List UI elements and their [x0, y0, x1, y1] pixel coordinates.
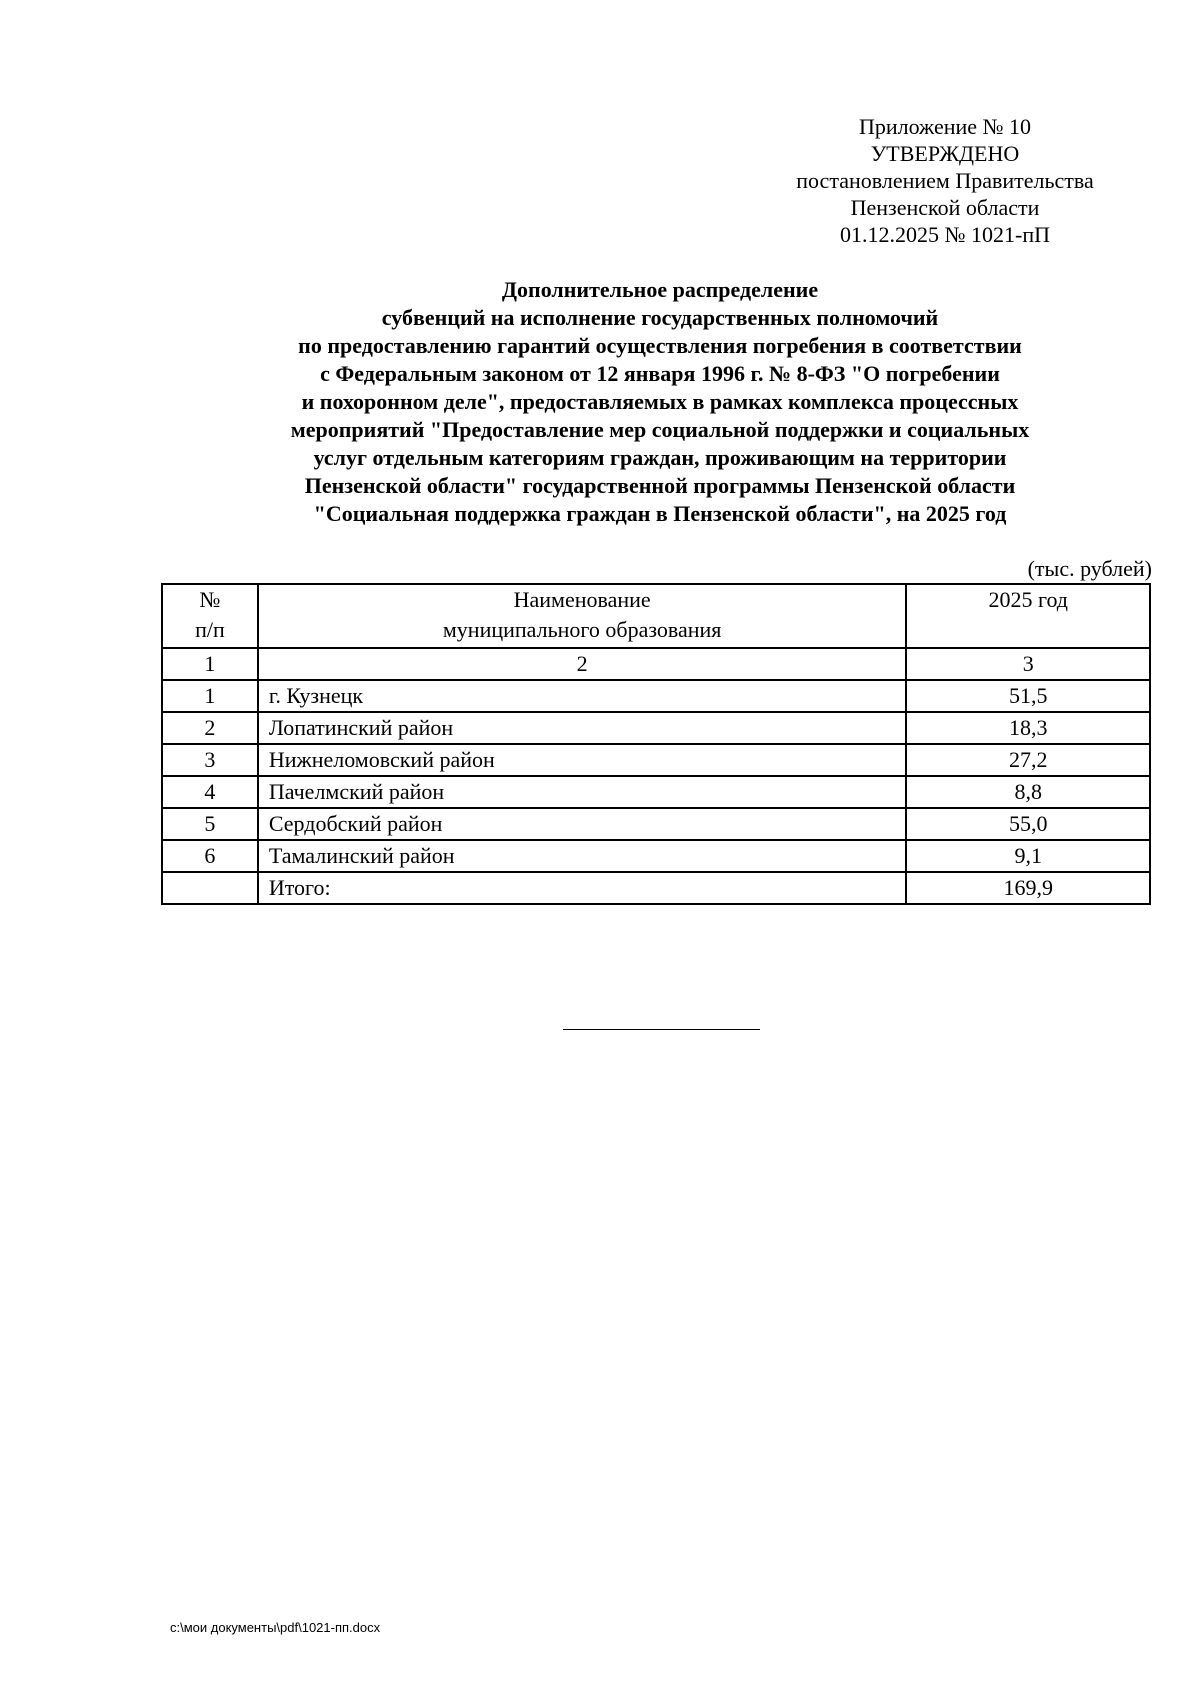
table-row: [162, 680, 1150, 712]
resolution-date-number: 01.12.2025 № 1021-пП: [840, 222, 1050, 247]
total-empty-cell: [162, 872, 258, 904]
document-title: [160, 276, 1160, 528]
table-row: [162, 744, 1150, 776]
row-number: 2: [162, 712, 258, 744]
title-line: услуг отдельным категориям граждан, проживающим на территории: [313, 445, 1007, 470]
amount-value: 51,5: [906, 680, 1150, 712]
amount-value: 8,8: [906, 776, 1150, 808]
municipality-name: Пачелмский район: [258, 776, 907, 808]
header-name-line2: муниципального образования: [442, 617, 722, 642]
header-number-sign: №: [199, 587, 221, 612]
header-name-line1: Наименование: [513, 587, 651, 612]
column-number: 1: [162, 648, 258, 680]
title-line: и похоронном деле", предоставляемых в рамках комплекса процессных: [301, 389, 1019, 414]
title-line: по предоставлению гарантий осуществления погребения в соответствии: [298, 333, 1022, 358]
title-line: "Социальная поддержка граждан в Пензенской области", на 2025 год: [313, 501, 1007, 526]
title-line: мероприятий "Предоставление мер социальной поддержки и социальных: [290, 417, 1030, 442]
allocation-table: [161, 583, 1151, 905]
municipality-name: Лопатинский район: [258, 712, 907, 744]
end-of-document-rule: [563, 1029, 760, 1030]
total-value: 169,9: [906, 872, 1150, 904]
approved-by: постановлением Правительства: [796, 168, 1094, 193]
approval-stamp: [765, 113, 1125, 248]
table-header-row: [162, 584, 1150, 648]
table-row: [162, 840, 1150, 872]
title-line: Дополнительное распределение: [501, 277, 819, 302]
title-line: Пензенской области" государственной программы Пензенской области: [304, 473, 1016, 498]
approved-label: УТВЕРЖДЕНО: [870, 141, 1020, 166]
amount-value: 27,2: [906, 744, 1150, 776]
column-number: 3: [906, 648, 1150, 680]
municipality-name: Тамалинский район: [258, 840, 907, 872]
amount-value: 18,3: [906, 712, 1150, 744]
row-number: 5: [162, 808, 258, 840]
row-number: 4: [162, 776, 258, 808]
column-number-row: [162, 648, 1150, 680]
municipality-name: Сердобский район: [258, 808, 907, 840]
table-row: [162, 776, 1150, 808]
header-year: 2025 год: [906, 584, 1150, 648]
municipality-name: г. Кузнецк: [258, 680, 907, 712]
table-row: [162, 712, 1150, 744]
units-note: (тыс. рублей): [1027, 556, 1152, 581]
table-row: [162, 808, 1150, 840]
appendix-number: Приложение № 10: [858, 114, 1032, 139]
header-number: [162, 584, 258, 648]
total-label: Итого:: [258, 872, 907, 904]
header-number-abbr: п/п: [195, 617, 225, 642]
amount-value: 9,1: [906, 840, 1150, 872]
approved-by-region: Пензенской области: [850, 195, 1040, 220]
title-line: субвенций на исполнение государственных полномочий: [381, 305, 939, 330]
row-number: 1: [162, 680, 258, 712]
row-number: 3: [162, 744, 258, 776]
total-row: [162, 872, 1150, 904]
row-number: 6: [162, 840, 258, 872]
municipality-name: Нижнеломовский район: [258, 744, 907, 776]
column-number: 2: [258, 648, 907, 680]
title-line: с Федеральным законом от 12 января 1996 г. № 8-ФЗ "О погребении: [320, 361, 1000, 386]
amount-value: 55,0: [906, 808, 1150, 840]
file-path-footer: c:\мои документы\pdf\1021-пп.docx: [170, 1620, 381, 1635]
header-name: [258, 584, 907, 648]
